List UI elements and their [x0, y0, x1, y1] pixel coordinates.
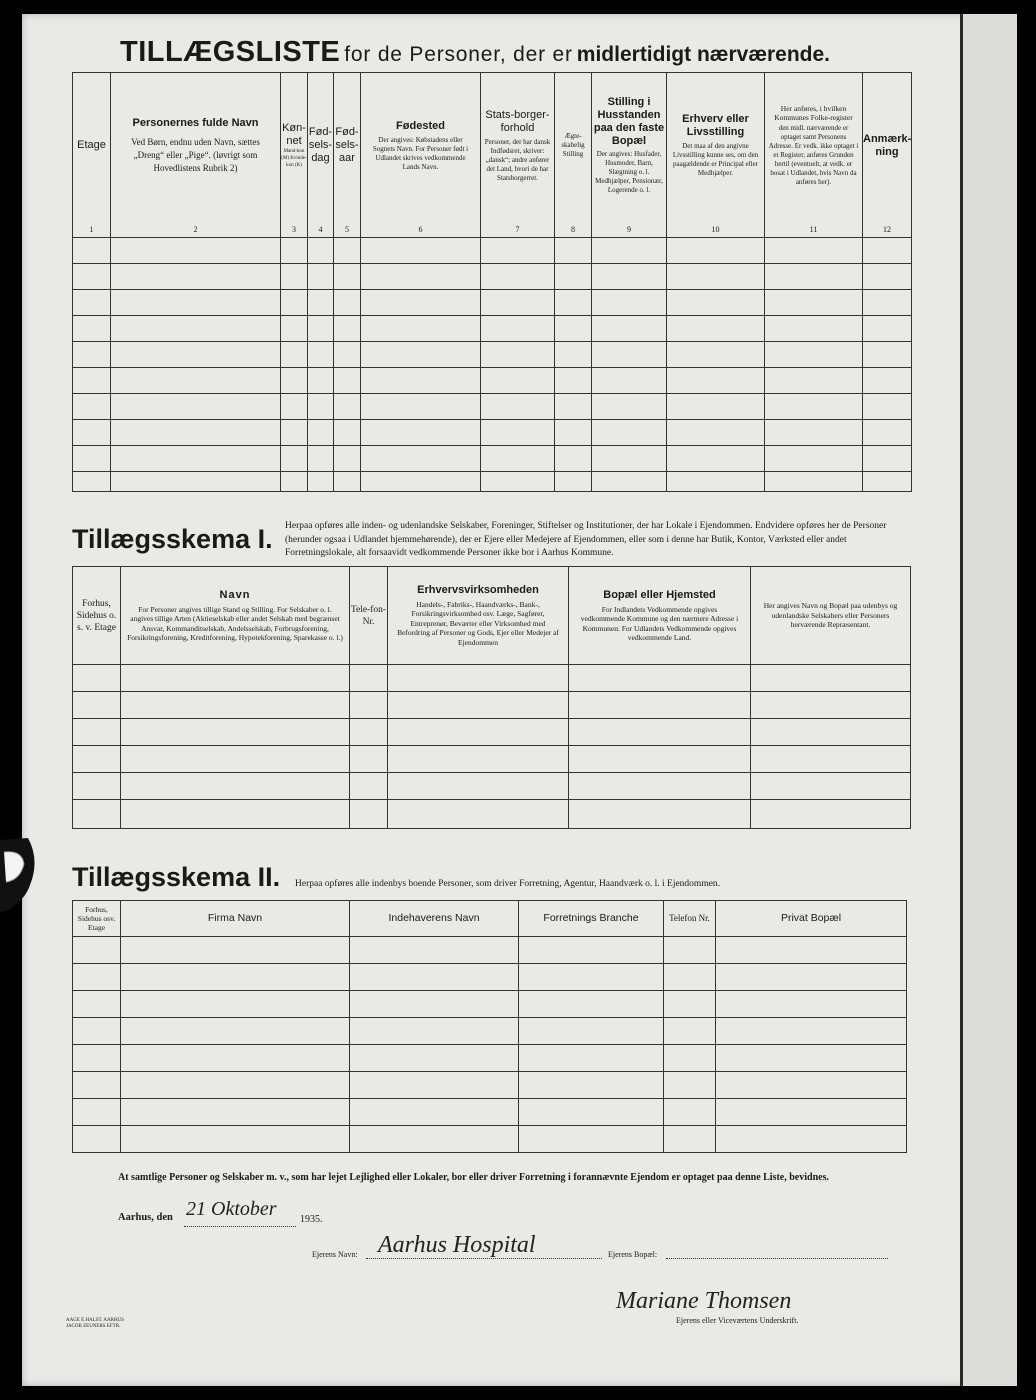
next-page-edge [960, 14, 1017, 1386]
printer-imprint: AAGE E.HALST. AARHUS JACOB ZEUNERS EFTR. [66, 1318, 124, 1329]
table-row [73, 1045, 907, 1072]
schema1-table [72, 566, 911, 829]
table-row [73, 471, 912, 491]
main-table-header [73, 73, 912, 219]
col-etage: Etage [73, 73, 111, 219]
city-label: Aarhus, den [118, 1212, 173, 1223]
signature-handwritten: Mariane Thomsen [616, 1288, 792, 1314]
binder-clip [0, 830, 40, 920]
s2-col-floor: Forhus, Sidehus osv. Etage [73, 901, 121, 937]
s1-col-phone: Tele-fon-Nr. [350, 567, 388, 665]
col-name: Personernes fulde Navn Ved Børn, endnu uden Navn, sættes „Dreng“ eller „Pige“. (løvrigt som Hovedlistens Rubrik 2) [111, 73, 281, 219]
table-row [73, 1099, 907, 1126]
table-row [73, 367, 912, 393]
table-row [73, 1072, 907, 1099]
table-row [73, 1018, 907, 1045]
schema2-table [72, 900, 907, 1153]
owner-address-line [666, 1258, 888, 1259]
s1-col-business: Erhvervsvirksomheden Handels-, Fabriks-, Haandværks-, Bank-, Forsikringsvirksomhed osv. Læge, Sagfører, Entreprenør, Beværter eller Virksomhed med Befordring af Personer og Gods, Ejer eller Medejer af Ejendommen [388, 567, 569, 665]
owner-name-handwritten: Aarhus Hospital [378, 1232, 536, 1258]
table-row [73, 1126, 907, 1153]
owner-name-label: Ejerens Navn: [312, 1250, 358, 1259]
s1-col-floor: Forhus, Sidehus o. s. v. Etage [73, 567, 121, 665]
schema2-note: Herpaa opføres alle indenbys boende Personer, som driver Forretning, Agentur, Haandværk o. l. i Ejendommen. [295, 879, 721, 889]
col-register: Her anføres, i hvilken Kommunes Folke-register den midl. nærværende er optaget samt Personens Adresse. Er vedk. ikke optaget i et Register, anføres Grunden hertil (eventuelt, at vedk. er bosat i Udlandet, hvis Navn da anføres her). [765, 73, 863, 219]
table-row [73, 719, 911, 746]
col-birthplace: Fødested Der angives: Købstadens eller Sognets Navn. For Personer født i Udlandet skrives vedkommende Lands Navn. [361, 73, 481, 219]
table-row [73, 800, 911, 829]
col-marital: Ægte-skabelig Stilling [555, 73, 592, 219]
table-row [73, 315, 912, 341]
table-row [73, 289, 912, 315]
s2-col-private: Privat Bopæl [716, 901, 907, 937]
schema2-title: Tillægsskema II. [72, 862, 281, 892]
table-row [73, 692, 911, 719]
s1-col-residence: Bopæl eller Hjemsted For Indlandets Vedkommende opgives vedkommende Kommune og den nærmere Adresse i Kommunen. For Udlandets Vedkommende opgives vedkommende Land. [569, 567, 751, 665]
title-part2: midlertidigt nærværende. [576, 43, 831, 66]
s2-col-owner: Indehaverens Navn [350, 901, 519, 937]
schema2-header [73, 901, 907, 937]
page-title [120, 36, 880, 69]
table-row [73, 964, 907, 991]
col-household: Stilling i Husstanden paa den faste Bopæl Der angives: Husfader, Husmoder, Barn, Slægtning o. l. Medhjælper, Pensionær, Logerende o. l. [592, 73, 667, 219]
signature-label: Ejerens eller Viceværtens Underskrift. [676, 1316, 799, 1325]
table-row [73, 665, 911, 692]
declaration-text: At samtlige Personer og Selskaber m. v., som har lejet Lejlighed eller Lokaler, bor eller driver Forretning i forannævnte Ejendom er optaget paa denne Liste, bevidnes. [118, 1172, 829, 1183]
table-row [73, 937, 907, 964]
col-remarks: Anmærk-ning [863, 73, 912, 219]
title-part1: for de Personer, der er [344, 43, 573, 66]
col-occupation: Erhverv eller Livsstilling Det maa af den angivne Livsstilling kunne ses, om den paagældende er Principal eller Medhjælper. [667, 73, 765, 219]
schema1-header [73, 567, 911, 665]
table-row [73, 341, 912, 367]
title-main: TILLÆGSLISTE [120, 36, 341, 68]
schema1-note: Herpaa opføres alle inden- og udenlandske Selskaber, Foreninger, Stiftelser og Institutioner, der har Lokale i Ejendommen. Endvidere opføres her de Personer (herunder ogsaa i Udlandet hjemmehørende), der er Ejere eller Medejere af Ejendommen, eller som i denne har Butik, Kontor, Værksted eller andet Forretningslokale, alt forsaavidt vedkommende Personer ikke bor i Aarhus Kommune. [285, 521, 887, 558]
col-birthday: Fød-sels-dag [308, 73, 334, 219]
s1-col-representative: Her angives Navn og Bopæl paa udenbys og udenlandske Selskabers eller Personers herværende Repræsentant. [751, 567, 911, 665]
table-row [73, 445, 912, 471]
main-table [72, 72, 912, 492]
year-label: 1935. [300, 1214, 323, 1225]
table-row [73, 746, 911, 773]
s1-col-name: Navn For Personer angives tillige Stand og Stilling. For Selskaber o. l. angives tillige Arten (Aktieselskab eller andet Selskab med begrænset Ansvar, Kommanditselskab, Andelsselskab, Forbrugsforening, Forsikringsforening, Kreditforening, Hypotekforening, Sparekasse o. l.) [121, 567, 350, 665]
s2-col-branch: Forretnings Branche [519, 901, 664, 937]
col-birthyear: Fød-sels-aar [334, 73, 361, 219]
table-row [73, 237, 912, 263]
s2-col-firm: Firma Navn [121, 901, 350, 937]
date-handwritten: 21 Oktober [186, 1198, 277, 1220]
s2-col-phone: Telefon Nr. [664, 901, 716, 937]
col-gender: Køn-net Mand-kon (M) Kvinde-kon (K) [281, 73, 308, 219]
main-table-colnumbers: 1 2 3 4 5 6 7 8 9 10 11 12 [73, 219, 912, 238]
table-row [73, 773, 911, 800]
table-row [73, 263, 912, 289]
col-citizenship: Stats-borger-forhold Personer, der har dansk Indfødsret, skriver: „dansk“; andre anfører det Land, hvori de har Statsborgerret. [481, 73, 555, 219]
table-row [73, 393, 912, 419]
table-row [73, 419, 912, 445]
schema1-title: Tillægsskema I. [72, 524, 273, 554]
owner-address-label: Ejerens Bopæl: [608, 1250, 658, 1259]
date-line [184, 1226, 296, 1227]
table-row [73, 991, 907, 1018]
